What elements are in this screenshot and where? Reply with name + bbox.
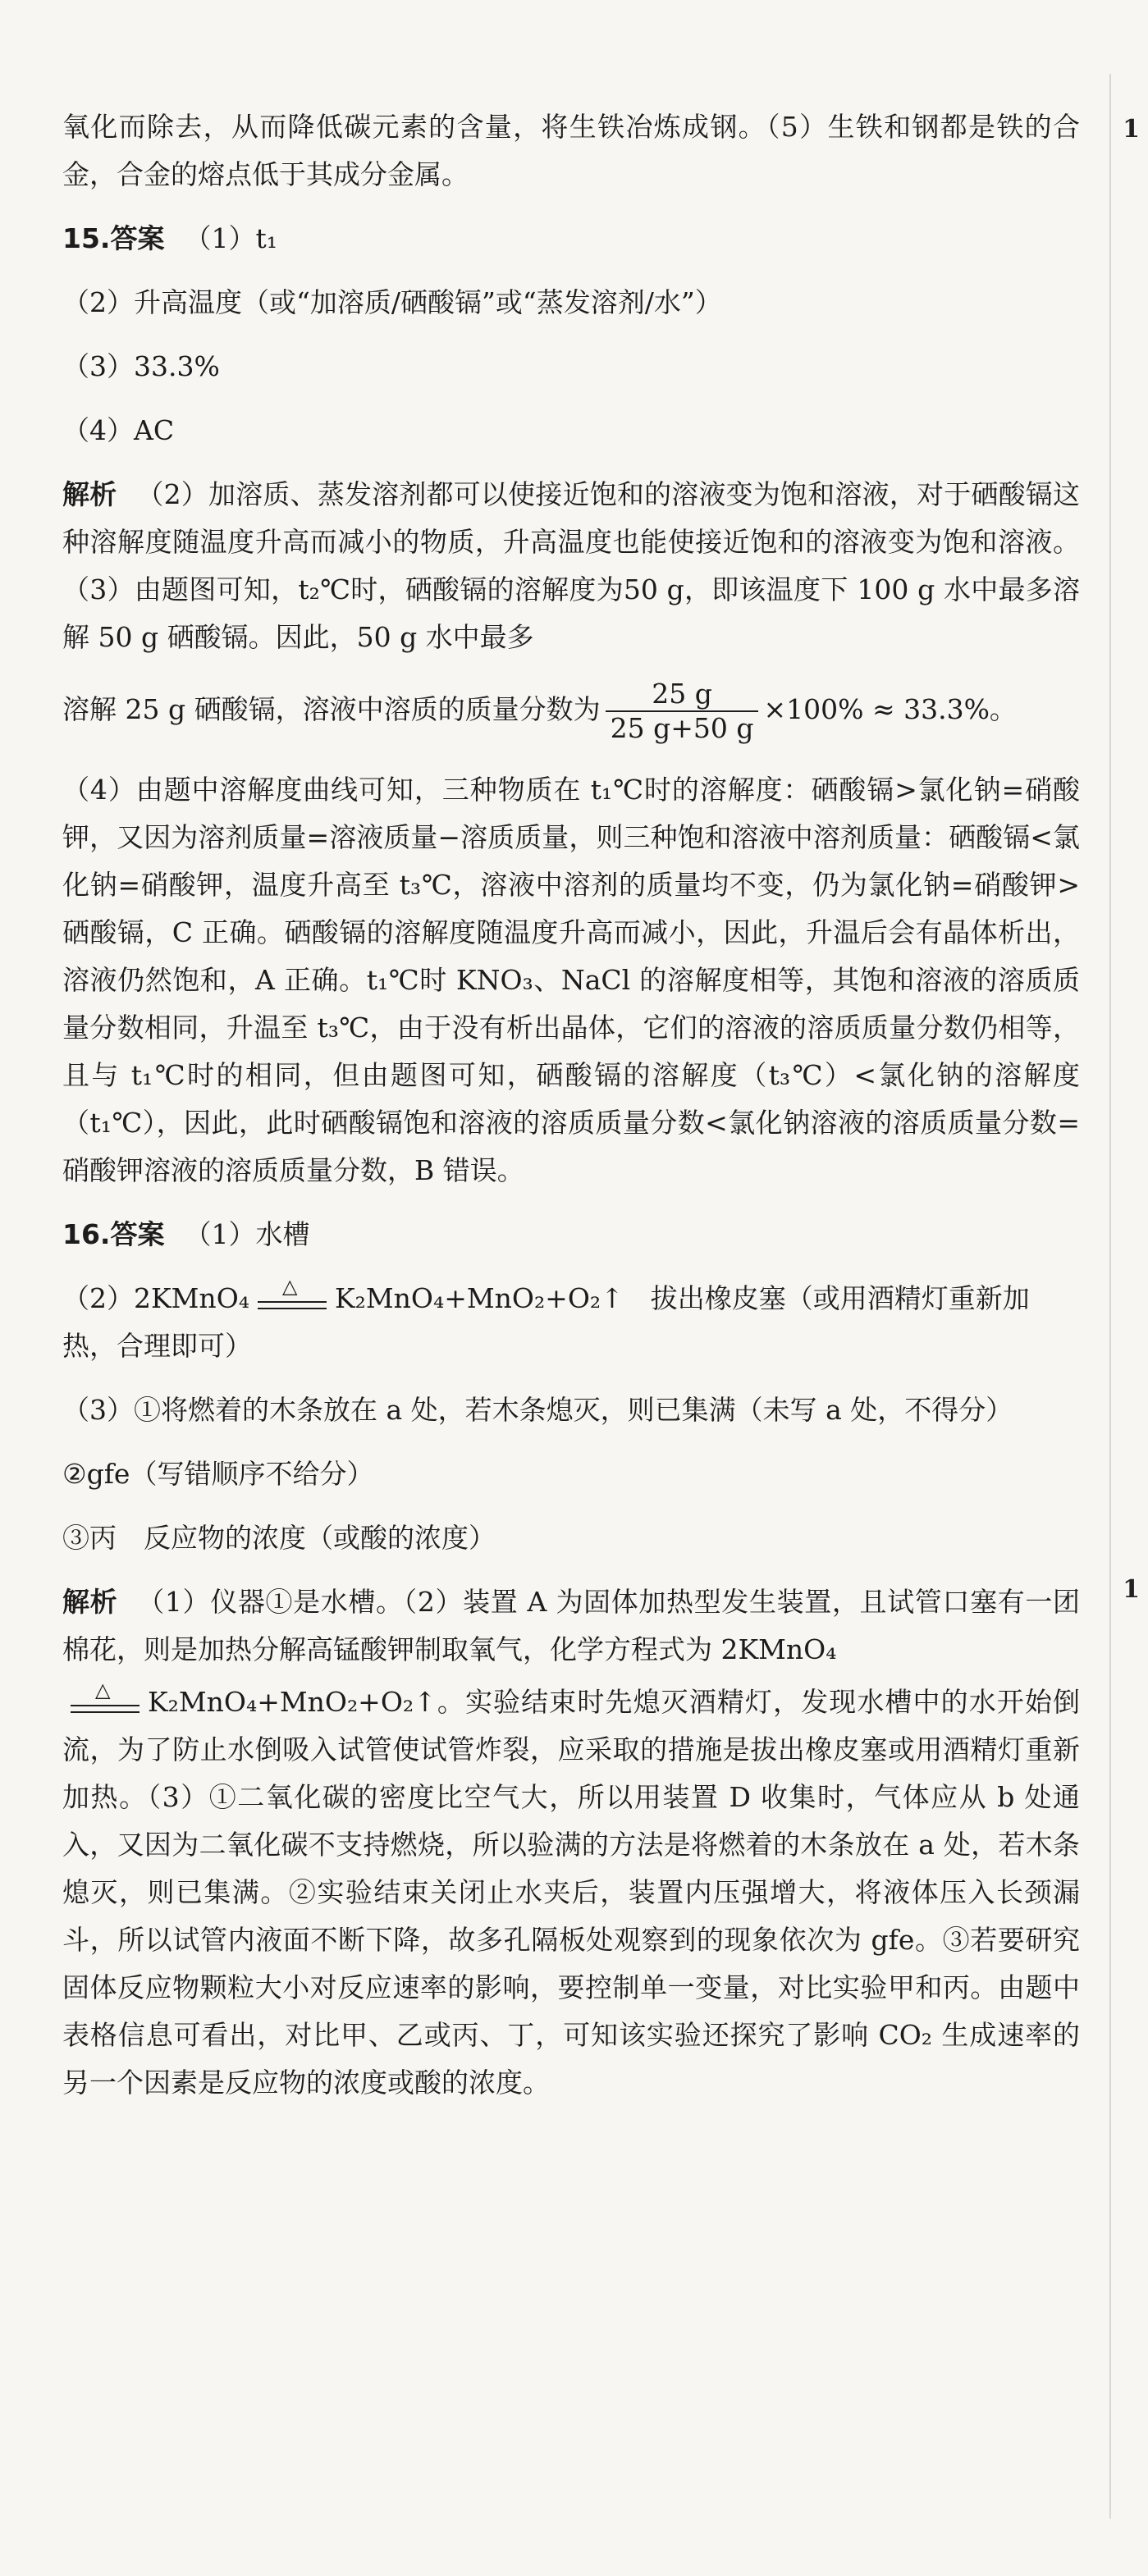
- frac-denominator: 25 g+50 g: [610, 712, 754, 744]
- q15-frac-post: ×100% ≈ 33.3%。: [763, 693, 1017, 725]
- q15-answer-1: [62, 215, 1080, 263]
- q16-answer-1: [62, 1211, 1080, 1258]
- margin-mark-top: 1: [1123, 115, 1140, 144]
- q16-number: 16.答案: [62, 1218, 165, 1250]
- q16-a2-post: K₂MnO₄+MnO₂+O₂↑ 拔出橡皮塞（或用酒精灯重新加热，合理即可）: [62, 1282, 1030, 1362]
- q16-a2-pre: （2）2KMnO₄: [62, 1282, 249, 1314]
- margin-mark-bottom: 1: [1123, 1575, 1140, 1604]
- frac-numerator: 25 g: [606, 678, 759, 712]
- heating-equals-sign-2: [71, 1679, 139, 1721]
- q16-analysis-2-text: K₂MnO₄+MnO₂+O₂↑。实验结束时先熄灭酒精灯，发现水槽中的水开始倒流，为了防止水倒吸入试管使试管炸裂，应采取的措施是拔出橡皮塞或用酒精灯重新加热。（3）①二氧化碳的密度比空气大，所以用装置 D 收集时，气体应从 b 处通入，又因为二氧化碳不支持燃烧，所以验满的方法是将燃着的木条放在 a 处，若木条熄灭，则已集满。②实验结束关闭止水夹后，装置内压强增大，将液体压入长颈漏斗，所以试管内液面不断下降，故多孔隔板处观察到的现象依次为 gfe。③若要研究固体反应物颗粒大小对反应速率的影响，要控制单一变量，对比实验甲和丙。由题中表格信息可看出，对比甲、乙或丙、丁，可知该实验还探究了影响 CO₂ 生成速率的另一个因素是反应物的浓度或酸的浓度。: [62, 1686, 1080, 2099]
- q15-answer-2: （2）升高温度（或“加溶质/硒酸镉”或“蒸发溶剂/水”）: [62, 286, 722, 318]
- column-divider: [1109, 74, 1111, 2519]
- q16-answer-2: [62, 1275, 1080, 1370]
- answer-page: [62, 103, 1080, 2123]
- heating-equals-sign: [258, 1275, 327, 1318]
- q15-answer-3: （3）33.3%: [62, 350, 220, 382]
- q15-fraction: [606, 678, 759, 745]
- q16-answer-3c: ③丙 反应物的浓度（或酸的浓度）: [62, 1522, 496, 1554]
- q15-jiexi-label: 解析: [62, 478, 117, 510]
- q16-jiexi-label: 解析: [62, 1586, 118, 1618]
- heat-triangle-icon: △: [281, 1275, 298, 1298]
- q15-analysis-1-text: （2）加溶质、蒸发溶剂都可以使接近饱和的溶液变为饱和溶液，对于硒酸镉这种溶解度随温度升高而减小的物质，升高温度也能使接近饱和的溶液变为饱和溶液。（3）由题图可知，t₂℃时，硒酸镉的溶解度为50 g，即该温度下 100 g 水中最多溶解 50 g 硒酸镉。因此，50 g 水中最多: [62, 478, 1080, 653]
- q15-number: 15.答案: [62, 222, 165, 254]
- q15-analysis-1: [62, 471, 1080, 661]
- q15-a1-text: （1）t₁: [184, 222, 277, 254]
- q16-analysis-2: [62, 1679, 1080, 2107]
- q15-fraction-line: [62, 678, 1080, 745]
- question-15: [62, 215, 1080, 1194]
- q16-a1-text: （1）水槽: [184, 1218, 310, 1250]
- q15-analysis-2: （4）由题中溶解度曲线可知，三种物质在 t₁℃时的溶解度：硒酸镉>氯化钠=硝酸钾，又因为溶剂质量=溶液质量−溶质质量，则三种饱和溶液中溶剂质量：硒酸镉<氯化钠=硝酸钾，温度升高至 t₃℃，溶液中溶剂的质量均不变，仍为氯化钠=硝酸钾>硒酸镉，C 正确。硒酸镉的溶解度随温度升高而减小，因此，升温后会有晶体析出，溶液仍然饱和，A 正确。t₁℃时 KNO₃、NaCl 的溶解度相等，其饱和溶液的溶质质量分数相同，升温至 t₃℃，由于没有析出晶体，它们的溶液的溶质质量分数仍相等，且与 t₁℃时的相同，但由题图可知，硒酸镉的溶解度（t₃℃）<氯化钠的溶解度（t₁℃），因此，此时硒酸镉饱和溶液的溶质质量分数<氯化钠溶液的溶质质量分数=硝酸钾溶液的溶质质量分数，B 错误。: [62, 774, 1080, 1186]
- question-16: [62, 1211, 1080, 2107]
- intro-paragraph: 氧化而除去，从而降低碳元素的含量，将生铁冶炼成钢。（5）生铁和钢都是铁的合金，合金的熔点低于其成分金属。: [62, 111, 1080, 190]
- q16-analysis-1-text: （1）仪器①是水槽。（2）装置 A 为固体加热型发生装置，且试管口塞有一团棉花，则是加热分解高锰酸钾制取氧气，化学方程式为 2KMnO₄: [62, 1586, 1080, 1665]
- q16-analysis-1: [62, 1578, 1080, 1674]
- q16-answer-3b: ②gfe（写错顺序不给分）: [62, 1458, 374, 1490]
- heat-triangle-icon-2: △: [95, 1679, 111, 1701]
- q15-frac-pre: 溶解 25 g 硒酸镉，溶液中溶质的质量分数为: [62, 693, 601, 725]
- q15-answer-4: （4）AC: [62, 414, 175, 446]
- q16-answer-3: （3）①将燃着的木条放在 a 处，若木条熄灭，则已集满（未写 a 处，不得分）: [62, 1394, 1013, 1426]
